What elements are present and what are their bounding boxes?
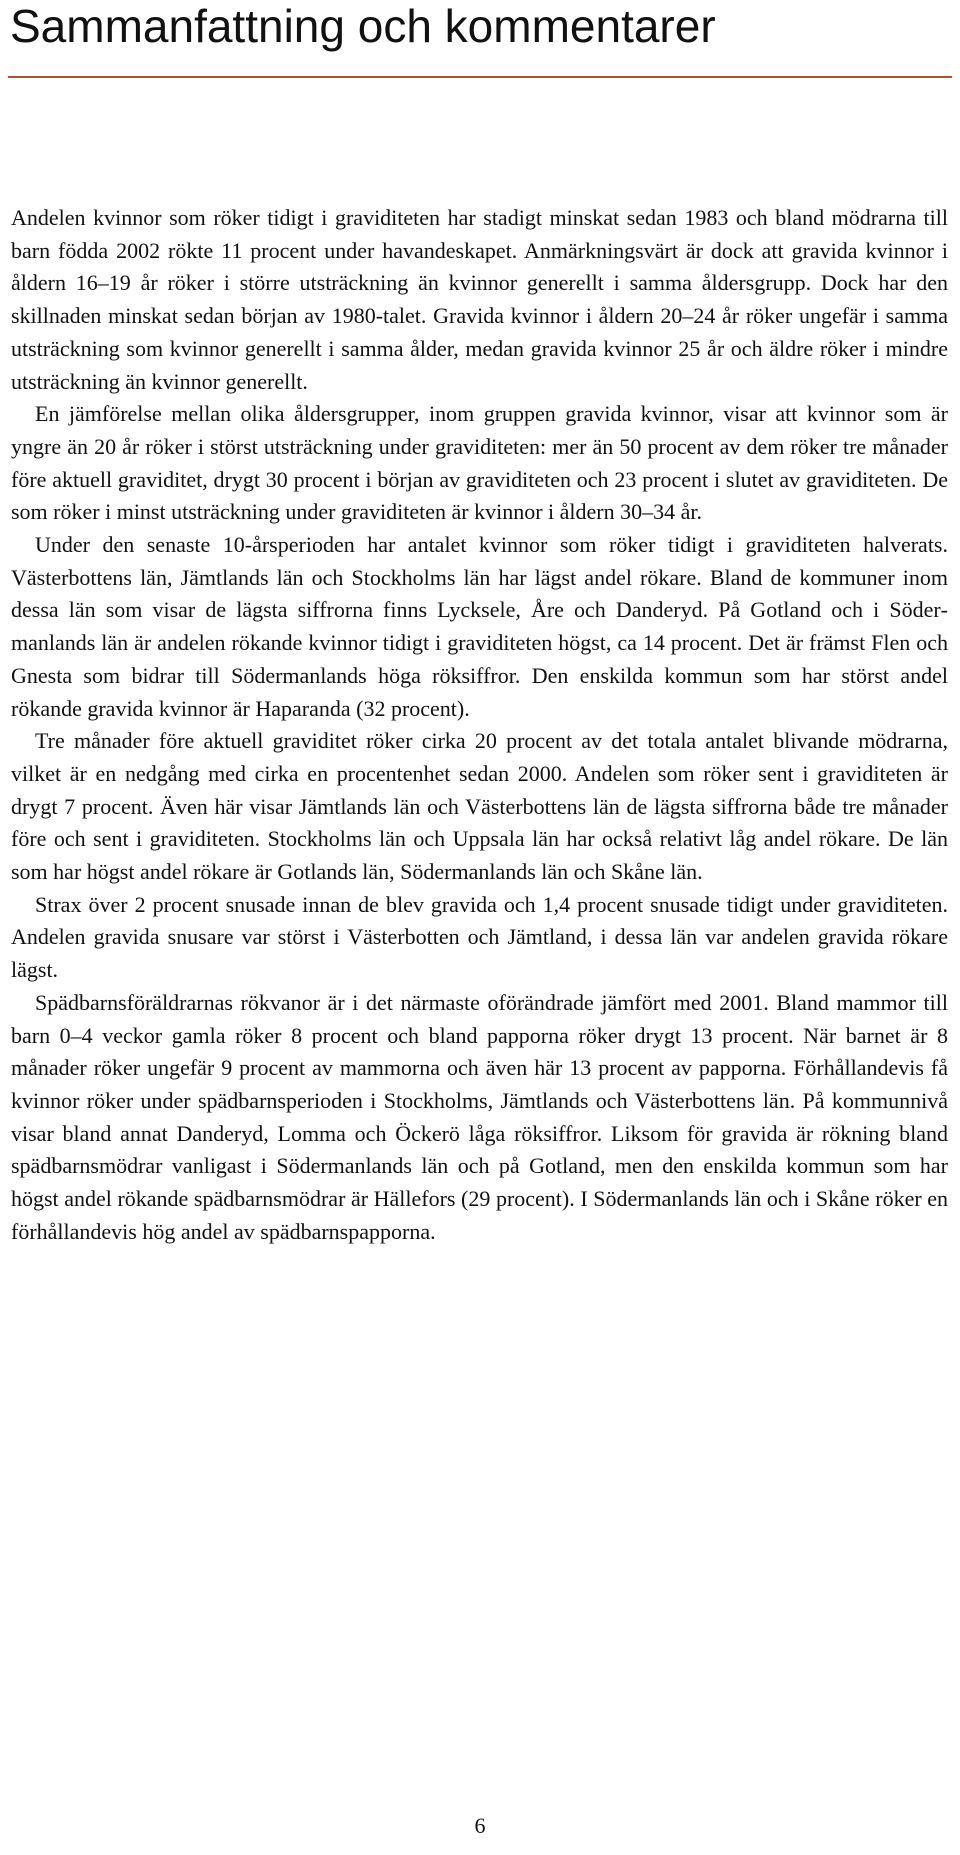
page-number: 6 [474,1813,486,1838]
title-divider [8,76,952,78]
paragraph-3: Under den senaste 10-årsperioden har antalet kvinnor som röker tidigt i graviditeten halverats. Västerbottens län, Jämtlands län och Stockholms län har lägst andel rökare. Bland de kommuner inom dessa län som visar de lägsta siffrorna finns Lycksele, Åre och Danderyd. På Gotland och i Södermanlands län är andelen rökande kvinnor tidigt i graviditeten högst, ca 14 procent. Det är främst Flen och Gnesta som bidrar till Södermanlands höga röksiffror. Den enskilda kommun som har störst andel rökande gravida kvinnor är Haparanda (32 procent). [11,532,948,721]
page-title: Sammanfattning och kommentarer [10,0,716,52]
paragraph-5: Strax över 2 procent snusade innan de blev gravida och 1,4 procent snusade tidigt under graviditeten. Andelen gravida snusare var störst i Västerbotten och Jämtland, i dessa län var andelen gravida rökare lägst. [11,891,948,983]
paragraph-1: Andelen kvinnor som röker tidigt i graviditeten har stadigt minskat sedan 1983 och bland mödrarna till barn födda 2002 rökte 11 procent under havandeskapet. Anmärkningsvärt är dock att gravida kvinnor i åldern 16–19 år röker i större utsträckning än kvinnor generellt i samma åldersgrupp. Dock har den skillnaden minskat sedan början av 1980-talet. Gravida kvinnor i åldern 20–24 år röker ungefär i samma utsträckning som kvinnor generellt i samma ålder, medan gravida kvinnor 25 år och äldre röker i mindre utsträckning än kvinnor generellt. [11,205,948,394]
document-body [11,202,948,1249]
paragraph-2: En jämförelse mellan olika åldersgrupper, inom gruppen gravida kvinnor, visar att kvinnor som är yngre än 20 år röker i störst utsträckning under graviditeten: mer än 50 procent av dem röker tre månader före aktuell graviditet, drygt 30 procent i början av graviditeten och 23 procent i slutet av graviditeten. De som röker i minst utsträckning under graviditeten är kvinnor i åldern 30–34 år. [11,401,948,525]
paragraph-6: Spädbarnsföräldrarnas rökvanor är i det närmaste oförändrade jämfört med 2001. Bland mammor till barn 0–4 veckor gamla röker 8 procent och bland papporna röker drygt 13 procent. När barnet är 8 månader röker ungefär 9 procent av mammorna och även här 13 procent av papporna. Förhållandevis få kvinnor röker under spädbarnsperioden i Stockholms, Jämtlands och Västerbottens län. På kommunnivå visar bland annat Danderyd, Lomma och Öckerö låga röksiffror. Liksom för gravida är rökning bland spädbarnsmödrar vanligast i Södermanlands län och på Gotland, men den enskilda kommun som har högst andel rökande spädbarnsmödrar är Hällefors (29 procent). I Södermanlands län och i Skåne röker en förhållandevis hög andel av spädbarnspapporna. [11,989,948,1244]
paragraph-4: Tre månader före aktuell graviditet röker cirka 20 procent av det totala antalet blivande mödrarna, vilket är en nedgång med cirka en procentenhet sedan 2000. Andelen som röker sent i graviditeten är drygt 7 procent. Även här visar Jämtlands län och Västerbottens län de lägsta siffrorna både tre månader före och sent i graviditeten. Stockholms län och Uppsala län har också relativt låg andel rökare. De län som har högst andel rökare är Gotlands län, Södermanlands län och Skåne län. [11,728,948,885]
